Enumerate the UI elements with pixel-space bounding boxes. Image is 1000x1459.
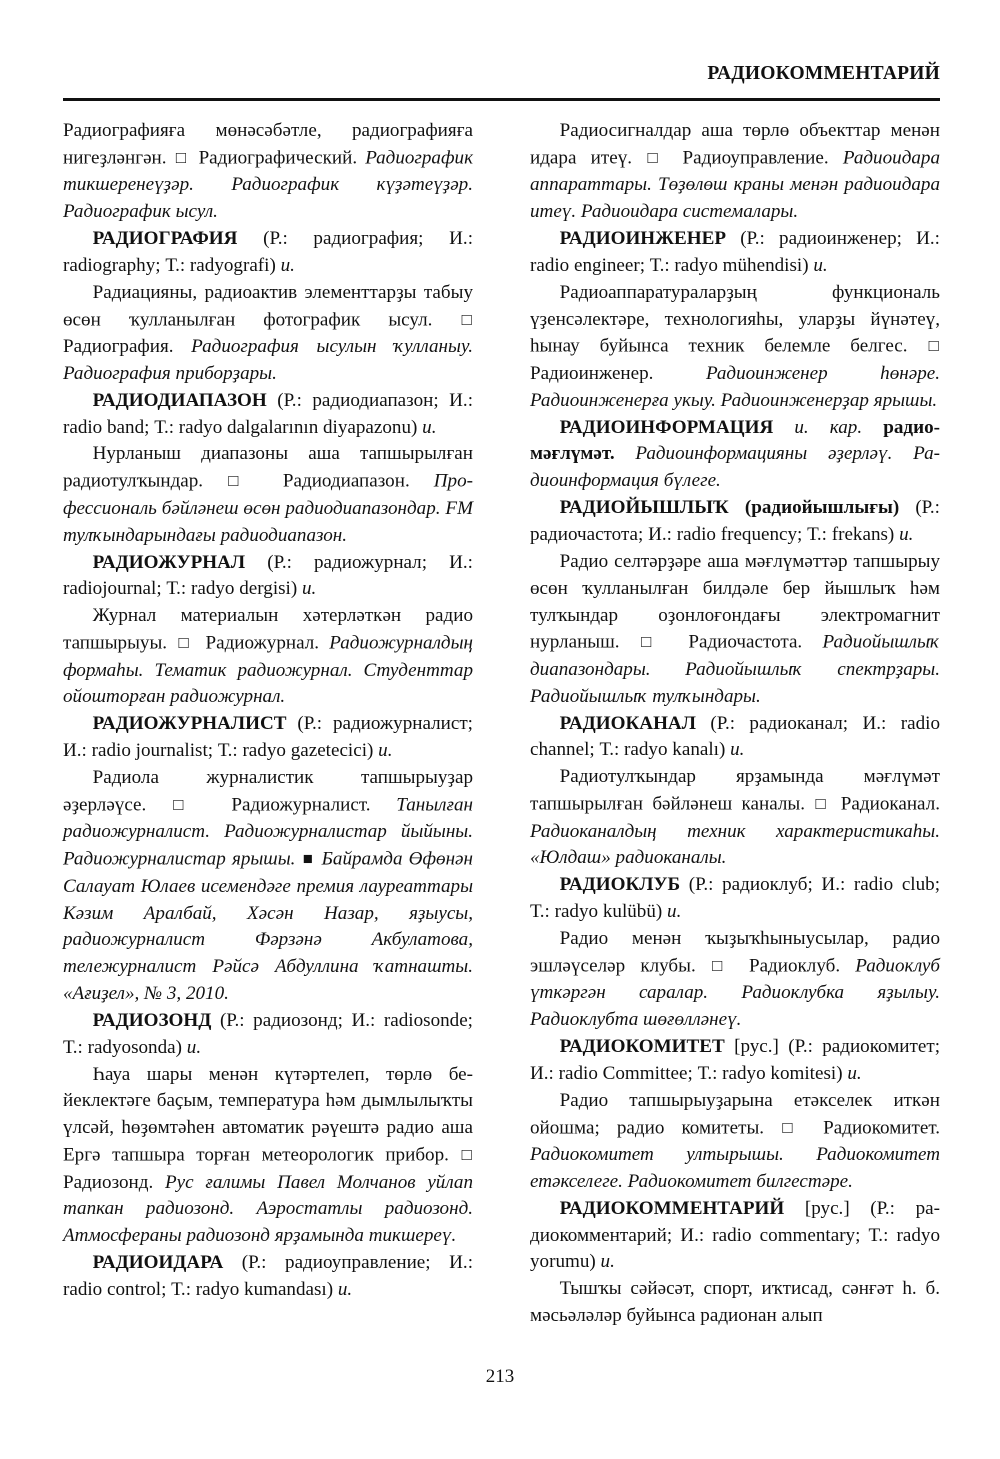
dictionary-entry-headword [63, 388, 473, 442]
headword-term: РАДИОКАНАЛ [559, 712, 696, 734]
open-square-marker-icon: □ [647, 147, 668, 167]
dictionary-entry-headword [530, 711, 940, 765]
definition-text: (Р.: радиодиапазон; И.: radio band; Т.: radyo dalgalarının diyapazonu) [63, 389, 473, 438]
dictionary-entry-headword [530, 1196, 940, 1277]
dictionary-entry-headword [63, 226, 473, 280]
example-phrase: и. [899, 524, 914, 545]
definition-text: Радиола журналистик тапшырыуҙар әҙерләүсе. [63, 766, 473, 816]
definition-text: Радиография. [63, 336, 192, 358]
headword-term: РАДИОКОММЕНТАРИЙ [559, 1197, 785, 1219]
headword-term: РАДИОДИАПАЗОН [92, 389, 267, 411]
definition-text: Нурланыш диапазоны аша тапшырылған радиотулҡындар. [63, 443, 473, 492]
dictionary-definition [530, 926, 940, 1034]
definition-text: Радио тапшырыуҙарына етәкселек иткән ойошма; радио комитеты. [530, 1089, 940, 1139]
example-phrase: и. [667, 901, 682, 923]
open-square-marker-icon: □ [928, 336, 939, 356]
definition-continued [63, 118, 473, 226]
definition-text: Журнал материалын хәтерләткән радио тапшырыуы. [63, 605, 473, 654]
example-phrase: и. кар. [773, 416, 863, 438]
definition-text: Радиоканал. [831, 793, 940, 815]
dictionary-entry-headword [63, 1250, 473, 1304]
definition-text: (Р.: радиожурнал; И.: radiojournal; Т.: radyo dergisi) [63, 551, 473, 600]
definition-text: (Р.: радиожурналист; И.: radio journalist; Т.: radyo gazetecici) [63, 713, 473, 762]
dictionary-definition [530, 280, 940, 415]
example-phrase: Рус ғалимы Павел Молчанов уйлап тапкан радиозонд. Аэростатлы радиозонд. Атмосфераны радиозонд ярҙамында тикшереү. [63, 1171, 473, 1247]
definition-text: Радиозонд. [63, 1171, 166, 1193]
headword-term: радиомәғлүмәт. [530, 416, 940, 465]
header-rule [63, 98, 940, 101]
dictionary-definition [530, 549, 940, 711]
definition-text: Радиотулҡындар ярҙамында мәғлүмәт тапшырылған бәйләнеш каналы. [530, 766, 940, 815]
example-phrase: Радиография ысулын ҡулланыу. Радиография приборҙары. [63, 336, 473, 384]
example-phrase: Танылған радиожурналист. Радиожурналистар йыйыны. Радиожурналистар ярышы. [63, 794, 473, 870]
example-phrase: Радиоканалдың техник характеристикаһы. «Юлдаш» радиоканалы. [530, 820, 940, 869]
dictionary-entry-headword [530, 495, 940, 549]
example-phrase: и. [847, 1062, 862, 1084]
example-phrase: Радиоинформацияны әҙерләү. Радиоинформация бүлеге. [530, 443, 940, 492]
headword-term: РАДИОЖУРНАЛ [92, 551, 246, 573]
example-phrase: и. [337, 1278, 353, 1300]
definition-text: Һауа шары менән күтәртелеп, төрлө бейеклектәге баҫым, температура һәм дымлылыҡты үлсәй, һөҙөмтәһен автоматик рәүештә радио аша Ергә тапшыра торған метеорологик прибор. [63, 1063, 473, 1166]
column-right [530, 118, 940, 1343]
column-left [63, 118, 473, 1343]
headword-term: РАДИОГРАФИЯ [92, 228, 238, 250]
definition-text: Радиокомитет. [806, 1117, 941, 1139]
definition-text: Радиографияға мөнәсәбәтле, радиографияға нигеҙләнгән. [63, 120, 473, 169]
text-columns [63, 118, 940, 1343]
definition-text: (Р.: радиоинженер; И.: radio engineer; Т.: radyo mühendisi) [530, 228, 940, 276]
dictionary-definition [530, 1276, 940, 1330]
example-phrase: Профессиональ бәйләнеш өсөн радиодиапазондар. FM тулҡындарындағы радиодиапазон. [63, 470, 473, 546]
example-phrase: Радиоклуб үткәргән саралар. Радиоклубка яҙылыу. Радиоклубта шөғөлләнеү. [530, 955, 940, 1031]
definition-text: Радиоинженер. [530, 362, 706, 384]
definition-text: Радиочастота. [668, 632, 823, 654]
open-square-marker-icon: □ [173, 794, 205, 814]
example-phrase: Радиоинженер һөнәре. Радиоинженерға укыу. Радиоинженерҙар ярышы. [530, 362, 940, 411]
definition-text: Тышҡы сәйәсәт, спорт, иҡтисад, сәнғәт һ. б. мәсьәләләр буйынса радионан алып [530, 1278, 940, 1327]
example-phrase: и. [600, 1251, 615, 1273]
dictionary-entry-headword [63, 711, 473, 765]
dictionary-definition [63, 441, 473, 549]
example-phrase: и. [280, 254, 295, 276]
headword-term: РАДИОИДАРА [92, 1252, 224, 1274]
definition-text: (Р.: радиоканал; И.: radio channel; Т.: radyo kanalı) [530, 712, 940, 761]
example-phrase: Радиографик тикшеренеүҙәр. Радиографик күҙәтеүҙәр. Радиографик ысул. [63, 147, 473, 223]
example-phrase: и. [730, 739, 745, 761]
open-square-marker-icon: □ [461, 1145, 472, 1165]
filled-square-marker-icon: ■ [302, 849, 315, 869]
dictionary-definition [530, 764, 940, 872]
definition-text: Радиографический. [190, 147, 366, 169]
example-phrase: и. [422, 416, 437, 438]
example-phrase: и. [302, 578, 317, 600]
definition-text: Радиоаппаратураларҙың функциональ үҙенсәлектәре, технологияһы, уларҙы йүнәтеү, һынау буйынса техник белемле белгес. [530, 281, 940, 358]
headword-term: РАДИОИНФОРМАЦИЯ [559, 416, 774, 438]
headword-term: РАДИОЙЫШЛЫҠ (радиойышлығы) [559, 497, 900, 519]
open-square-marker-icon: □ [815, 794, 831, 814]
open-square-marker-icon: □ [641, 632, 667, 652]
definition-text: Радиодиапазон. [258, 470, 434, 492]
dictionary-definition [530, 1088, 940, 1196]
definition-text: (Р.: радиоуправление; И.: radio control; Т.: radyo kumandası) [63, 1252, 473, 1300]
dictionary-entry-headword [63, 1008, 473, 1062]
example-phrase: Радиойышлыҡ диапазондары. Радиойышлыҡ спектрҙары. Радиойышлыҡ тулҡындары. [530, 632, 940, 707]
headword-term: РАДИОИНЖЕНЕР [559, 228, 727, 250]
dictionary-definition [63, 603, 473, 711]
definition-text: (Р.: радиоклуб; И.: radio club; Т.: radyo kulübü) [530, 874, 940, 923]
dictionary-definition [63, 1062, 473, 1251]
open-square-marker-icon: □ [178, 633, 195, 653]
dictionary-entry-headword [530, 226, 940, 280]
dictionary-entry-headword [530, 1034, 940, 1088]
headword-term: РАДИОЖУРНАЛИСТ [92, 713, 287, 735]
page-number: 213 [485, 1366, 515, 1387]
dictionary-entry-headword [63, 550, 473, 604]
example-phrase: и. [378, 740, 393, 762]
example-phrase: и. [186, 1036, 202, 1058]
definition-text: Радио менән ҡыҙыҡһыныусылар, радио эшләүселәр клубы. [530, 928, 940, 977]
dictionary-entry-headword [530, 415, 940, 496]
dictionary-entry-headword [530, 872, 940, 926]
definition-text: Радиоклуб. [733, 955, 856, 977]
headword-term: РАДИОКОМИТЕТ [559, 1036, 725, 1058]
dictionary-definition [63, 765, 473, 1008]
open-square-marker-icon: □ [228, 471, 258, 491]
definition-text: Радио селтәрҙәре аша мәғлүмәттәр тапшырыу өсөн ҡулланылған билдәле бер йышлыҡ һәм тулҡындар оҙонлоғондағы электромагнит нурланыш. [530, 550, 940, 654]
definition-text: Радиоуправление. [668, 147, 843, 169]
dictionary-definition [63, 280, 473, 388]
definition-text: (Р.: радиозонд; И.: radiosonde; Т.: radyosonda) [63, 1009, 473, 1058]
example-phrase: и. [813, 254, 828, 276]
example-phrase: Радиокомитет ултырышы. Радиокомитет етәкселеге. Радиокомитет билгестәре. [530, 1144, 940, 1192]
definition-text: Радиосигналдар аша төрлө объекттар менән идара итеү. [530, 120, 940, 169]
open-square-marker-icon: □ [782, 1117, 805, 1137]
example-phrase: Радиожурналдың формаһы. Тематик радиожурнал. Студенттар ойошторған радиожурнал. [63, 632, 473, 708]
definition-text: Радиацияны, радиоактив элементтарҙы табыу өсөн ҡулланылған фотографик ысул. [63, 281, 473, 331]
example-phrase: Радиоидара аппараттары. Төҙөлөш краны менән радиоидара итеү. Радиоидара системалары. [530, 147, 940, 223]
dictionary-definition [530, 118, 940, 226]
running-head: РАДИОКОММЕНТАРИЙ [707, 63, 940, 84]
headword-term: РАДИОКЛУБ [559, 874, 681, 896]
definition-text: [рус.] (Р.: радиокомитет; И.: radio Committee; Т.: radyo komitesi) [530, 1036, 940, 1084]
definition-text: Радиожурнал. [195, 632, 330, 654]
headword-term: РАДИОЗОНД [92, 1009, 212, 1031]
open-square-marker-icon: □ [175, 147, 190, 167]
open-square-marker-icon: □ [712, 955, 733, 975]
example-phrase: Байрамда Өфөнән Салауат Юлаев исемендәге премия лауреаттары Кәзим Аралбай, Хәсән Назар, яҙыусы, радиожурналист Фәрзәнә Акбулатова, тележурналист Рәйсә Абдуллина ҡатнашты. «Ағиҙел», № 3, 2010. [63, 848, 473, 1005]
open-square-marker-icon: □ [461, 309, 472, 329]
definition-text: (Р.: радиография; И.: radiography; Т.: radyografi) [63, 228, 473, 276]
definition-text: (Р.: радиочастота; И.: radio frequency; Т.: frekans) [530, 497, 940, 545]
definition-text: Радиожурналист. [205, 794, 397, 816]
definition-text: [рус.] (Р.: радиокомментарий; И.: radio commentary; Т.: radyo yorumu) [530, 1197, 940, 1273]
